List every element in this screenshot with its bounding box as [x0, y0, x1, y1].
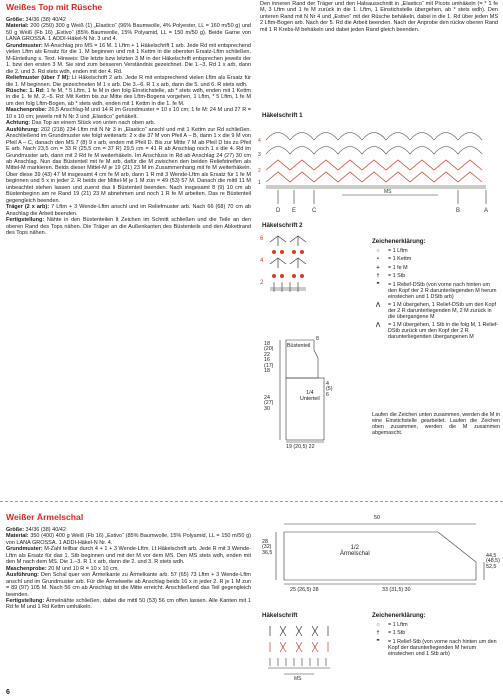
chart1-label-d: D — [276, 208, 281, 214]
key-item — [372, 265, 500, 271]
armel-paragraph: Material: 350 (400) 400 g Weiß (Fb 16) „Estivo“ (85% Baumwolle, 15% Polyamid, LL = 150 m/50 g) von LANA GROSSA. 1 ADDI-Häkel-N Nr. 4. — [6, 533, 251, 546]
armel-top-dim: 50 — [374, 515, 380, 521]
armel-right-dims: 44,5 (48,5) 52,5 — [486, 553, 500, 570]
chart1-title: Häkelschrift 1 — [262, 112, 303, 119]
top-paragraph: Träger (2 x arb): 7 Lftm + 3 Wende-Lftm anschl und im Reliefmuster arb. Nach 66 (68) 70 cm ab Anschlag die Arbeit beenden. — [6, 204, 251, 217]
key-symbol-icon: † — [376, 273, 380, 280]
chart2-row-2: 2 — [260, 280, 264, 286]
schematic-buestenteil: Büstenteil — [287, 343, 311, 349]
key-symbol-icon: • — [377, 256, 379, 263]
armel-paragraph: Größe: 34/36 (38) 40/42 — [6, 527, 66, 533]
chart1-diagram — [258, 120, 498, 215]
key-text: = 1 M übergehen, 1 Stb in die folg M, 1 Relief-DStb zurück um den Kopf der 2 R darunterliegenden übergangenen M — [388, 322, 499, 341]
key-text: = 1 Relief-DStb (von vorne nach hinten um den Kopf der 2 R darunterliegenden M herum einstechen und 1 DStb arb) — [388, 281, 497, 300]
top-schematic — [264, 338, 340, 458]
chart2-diagram — [260, 232, 310, 298]
top-paragraph: Material: 200 (250) 300 g Weiß (1) „Elastico“ (96% Baumwolle, 4% Polyester, LL = 160 m/50 g) und 50 g Weiß (Fb 16) „Estivo“ (85% Baumwolle, 15% Polyamid, LL = 150 m/50 g). Beide Garne von LANA GROSSA. 1 ADDI-Häkel-N Nr. 3 und 4. — [6, 23, 251, 43]
top-paragraph: Ausführung: 202 (218) 234 Lftm mit N Nr 3 in „Elastico“ anschl und mit 1 Kettm zur Rd schließen. Anschließend im Grundmuster wie folgt weiterarb: 2 x die 37 M von Pfeil A – B, dann 1 x die 9 M von Pfeil A – C, danach den MS 7 (8) 9 x arb, enden mit Pfeil D. Bis zur Mitte 7 M ab Pfeil D bis zu Pfeil E arb. Nach 23,5 cm = 33 R (25,5 cm = 37 R) 29,5 cm = 41 R ab Anschlag noch 1 x die 4. Rd im Grundmuster arb, dann mit 2 Rd fe M weiterhäkeln. Im Anschluss in Rd ab Anschlag 24 (27) 30 cm ab Anschlag. Nun das Büstenteil mit fe M arb, dafür die M zwischen den beiden Reliefstreifen als Mittel-M markieren. Beids dieser Mittel-M je 19 (21) 23 M im Zusammenhang mit fe M weiterhäkeln. Über diese 39 (43) 47 M insgesamt 4 cm fe M arb, dann 1 R mit 3 Wende-Lftm als Ersatz für 1 fe M beginnen und 5 x in jeder 2. R beids der Mittel-M je 1 M zun = 49 (53) 57 M. Danach die mittl 11 M unbeachtet stehen lassen und zuerst das li Büstenteil beenden. Nach insgesamt 8 (9) 10 cm ab Büstenbeginn am re Rand 19 (21) 23 M abnehmen und noch 1 R fe M arbeiten. Das re Büstenteil gegengleich beenden. — [6, 126, 251, 204]
key-symbol-icon: ⋀ — [375, 322, 381, 329]
page-number: 6 — [6, 689, 10, 696]
key-symbol-icon: ꟸ — [376, 638, 380, 645]
key-symbol-icon: ⋀ — [375, 301, 381, 308]
key-symbol-icon: ꟸ — [376, 281, 380, 288]
key-text: = 1 Stb — [388, 630, 406, 637]
top-instructions — [6, 17, 251, 236]
chart1-ms-label: MS — [384, 189, 392, 195]
armel-paragraph: Fertigstellung: Ärmelnähte schließen, dabei die mittl 50 (53) 56 cm offen lassen. Alle Kanten mit 1 Rd fe M und 1 Rd Kettm umhäkeln. — [6, 597, 251, 611]
key-item — [372, 282, 500, 300]
key-symbol-icon: † — [376, 630, 380, 637]
schematic-unterteil: 1/4 Unterteil — [300, 390, 320, 403]
top-paragraph: Rüsche: 1. Rd: 1 fe M, * 5 Lftm, 1 fe M in den folg Einstichstelle, ab * stets wdh, enden mit 1 Kettm in die 1. fe M. 2.–5. Rd: Mit Kettm bis zur Mitte des Lftm-Bogens vorgehen, 1 Lftm, * 5 Lftm, 1 fe M um den folg Lftm-Bogen, ab * stets wdh, enden mit 1 Kettm in die 1. fe M. — [6, 87, 251, 107]
chart1-label-a: A — [484, 208, 489, 214]
chart1-label-b: B — [456, 208, 461, 214]
svg-text:1: 1 — [258, 180, 261, 186]
chart2-row-6: 6 — [260, 236, 264, 242]
key-symbol-icon: ○ — [376, 622, 380, 628]
key-text: = 1 M übergehen, 1 Relief-DStb um den Kopf der 2 R darunterliegenden M, 2 M zurück in die übergangene M — [388, 301, 497, 320]
armel-title: Weißer Ärmelschal — [6, 512, 84, 522]
chart2-row-4: 4 — [260, 258, 264, 264]
svg-text:3: 3 — [258, 152, 261, 158]
key-item — [372, 302, 500, 320]
top-paragraph: Reliefmuster (über 7 M): Lt Häkelschrift 2 arb. Jede R mit entsprechend vielen Lftm als Ersatz für die 1. M beginnen. Die gezeichneten M 1 x arb. Die 3.–6. R 1 x arb, dann die 5. und 6. R stets wdh. — [6, 75, 251, 88]
armel-paragraph: Ausführung: Den Schal quer von Ärmelkante zu Ärmelkante arb. 57 (65) 73 Lftm + 3 Wende-Lftm anschl und im Grundmuster arb. Für die Ärmelweite ab Anschlag beids 16 x in jeder 2. R je 1 M zun = 89 (97) 105 M. Nach 56 cm ab Anschlag ist die Mitte erreicht. Anschließend das Teil gegengleich beenden. — [6, 572, 251, 598]
top-title: Weißes Top mit Rüsche — [6, 2, 103, 12]
key-symbol-icon: + — [376, 264, 380, 271]
armel-key — [372, 612, 500, 659]
section-divider — [0, 501, 503, 502]
key-item — [372, 622, 500, 628]
key-text: = 1 fe M — [388, 264, 408, 271]
armel-paragraph: Maschenprobe: 20 M und 10 R = 10 x 10 cm. — [6, 565, 119, 572]
svg-text:4: 4 — [258, 138, 261, 144]
key-item — [372, 273, 500, 279]
armel-chart-ms-label: MS — [294, 676, 302, 682]
key-item — [372, 630, 500, 636]
armel-chart-diagram — [264, 622, 338, 682]
top-continued-text: Den inneren Rand der Träger und den Halsausschnitt in „Elastico“ mit Picots umhäkeln (= * 1 fe M, 3 Lftm und 1 fe M zurück in die 1. Lftm, 1 Einstichstelle übergehen, ab * stets wdh). Den unteren Rand mit N Nr 4 und „Estivo“ mit der Rüsche behäkeln, dabei in die 1. Rd über jeden MS 2 Lftm-Bogen arb. Nach der 5. Rd die Arbeit beenden. Nach der Anprobe den rückw oberen Rand mit 1 R Krebs-M behäkeln und dabei jeden Rand gleich beenden. — [260, 1, 498, 33]
schematic-bottom-dim: 19 (20,5) 22 — [286, 444, 315, 450]
schematic-left-dims: 18 (20) 22 16 (17) 18 — [264, 341, 274, 375]
key-text: = 1 Relief-Stb (von vorne nach hinten um den Kopf der darunterliegenden M herum einstechen und 1 Stb arb) — [388, 638, 497, 657]
armel-bottom-left: 25 (26,5) 28 — [290, 587, 319, 593]
top-paragraph: Achtung: Das Top an einem Stück von unten nach oben arb. — [6, 120, 156, 127]
chart2-title: Häkelschrift 2 — [262, 222, 303, 229]
key-item — [372, 322, 500, 340]
armel-chart-title: Häkelschrift — [262, 612, 298, 619]
svg-text:2: 2 — [258, 168, 261, 174]
armel-label: 1/2 Ärmelschal — [340, 545, 370, 557]
schematic-left-dims-bottom: 24 (27) 30 — [264, 395, 274, 412]
key-item — [372, 639, 500, 657]
key-item — [372, 256, 500, 262]
key-text: = 1 Stb — [388, 273, 406, 280]
armel-schematic — [262, 515, 500, 600]
top-paragraph: Größe: 34/36 (38) 40/42 — [6, 17, 66, 23]
key-text: = 1 Kettm — [388, 256, 412, 263]
armel-instructions — [6, 527, 251, 611]
top-paragraph: Grundmuster: M-Anschlag pro MS = 16 M. 1 Lftm + 1 Häkelschrift 1 arb. Jede Rd mit entsprechend vielen Lftm als Ersatz für die 1. M beginnen und mit 1 Kettm in die obersten Ersatz-Lftm schließen. M-Einteilung s. Text. Hinweis: Die letzte bzw letzten 3 M in der Häkelschrift entsprechen jeweils der 1. bzw den ersten 3 M. Sie sind zum besseren Verständnis gezeichnet. Die 1.–3. Rd 1 x arb, dann die 2. und 3. Rd stets wdh, enden mit der 4. Rd. — [6, 42, 251, 75]
top-paragraph: Maschenprobe: 26,5 Anschlag-M und 14 R im Grundmuster = 10 x 10 cm; 1 fe M: 24 M und 27 R = 10 x 10 cm; jeweils mit N Nr 3 und „Elastico“ gehäkelt. — [6, 107, 251, 120]
top-key — [372, 238, 500, 343]
key-text: = 1 Lftm — [388, 622, 408, 628]
armel-left-dims: 28 (32) 36,5 — [262, 539, 273, 556]
armel-key-title: Zeichenerklärung: — [372, 612, 426, 619]
chart1-label-c: C — [312, 208, 317, 214]
armel-bottom-right: 33 (31,5) 30 — [382, 587, 411, 593]
schematic-right-dims: 4 (5) 6 — [326, 381, 333, 398]
chart1-label-e: E — [292, 208, 297, 214]
key-text: = 1 Lftm — [388, 248, 408, 254]
top-paragraph: Fertigstellung: Nähte in den Büstenteilen lt Zeichen im Schnitt schließen und die Teile an den oberen Rand des Tops nähen. Die Träger an die Außenkanten des Büstenteils und den Abkettrand des Tops nähen. — [6, 217, 251, 236]
top-key-note: Laufen die Zeichen unten zusammen, werden die M in eine Einstichstelle gearbeitet. Laufen die Zeichen oben zusammen, werden die M zusammen abgemascht. — [372, 412, 500, 437]
armel-paragraph: Grundmuster: M-Zahl teilbar durch 4 + 1 + 3 Wende-Lftm. Lt Häkelschrift arb. Jede R mit 3 Wende-Lftm als Ersatz für das 1. Stb beginnen und mit der M vor dem MS. Den MS stets wdh, enden mit den M nach dem MS. Die 1.–3. R 1 x arb, dann die 2. und 3. R stets wdh. — [6, 546, 251, 566]
schematic-top-dim: 8 — [316, 336, 319, 342]
key-symbol-icon: ○ — [376, 248, 380, 254]
top-key-title: Zeichenerklärung: — [372, 238, 426, 245]
key-item — [372, 248, 500, 254]
